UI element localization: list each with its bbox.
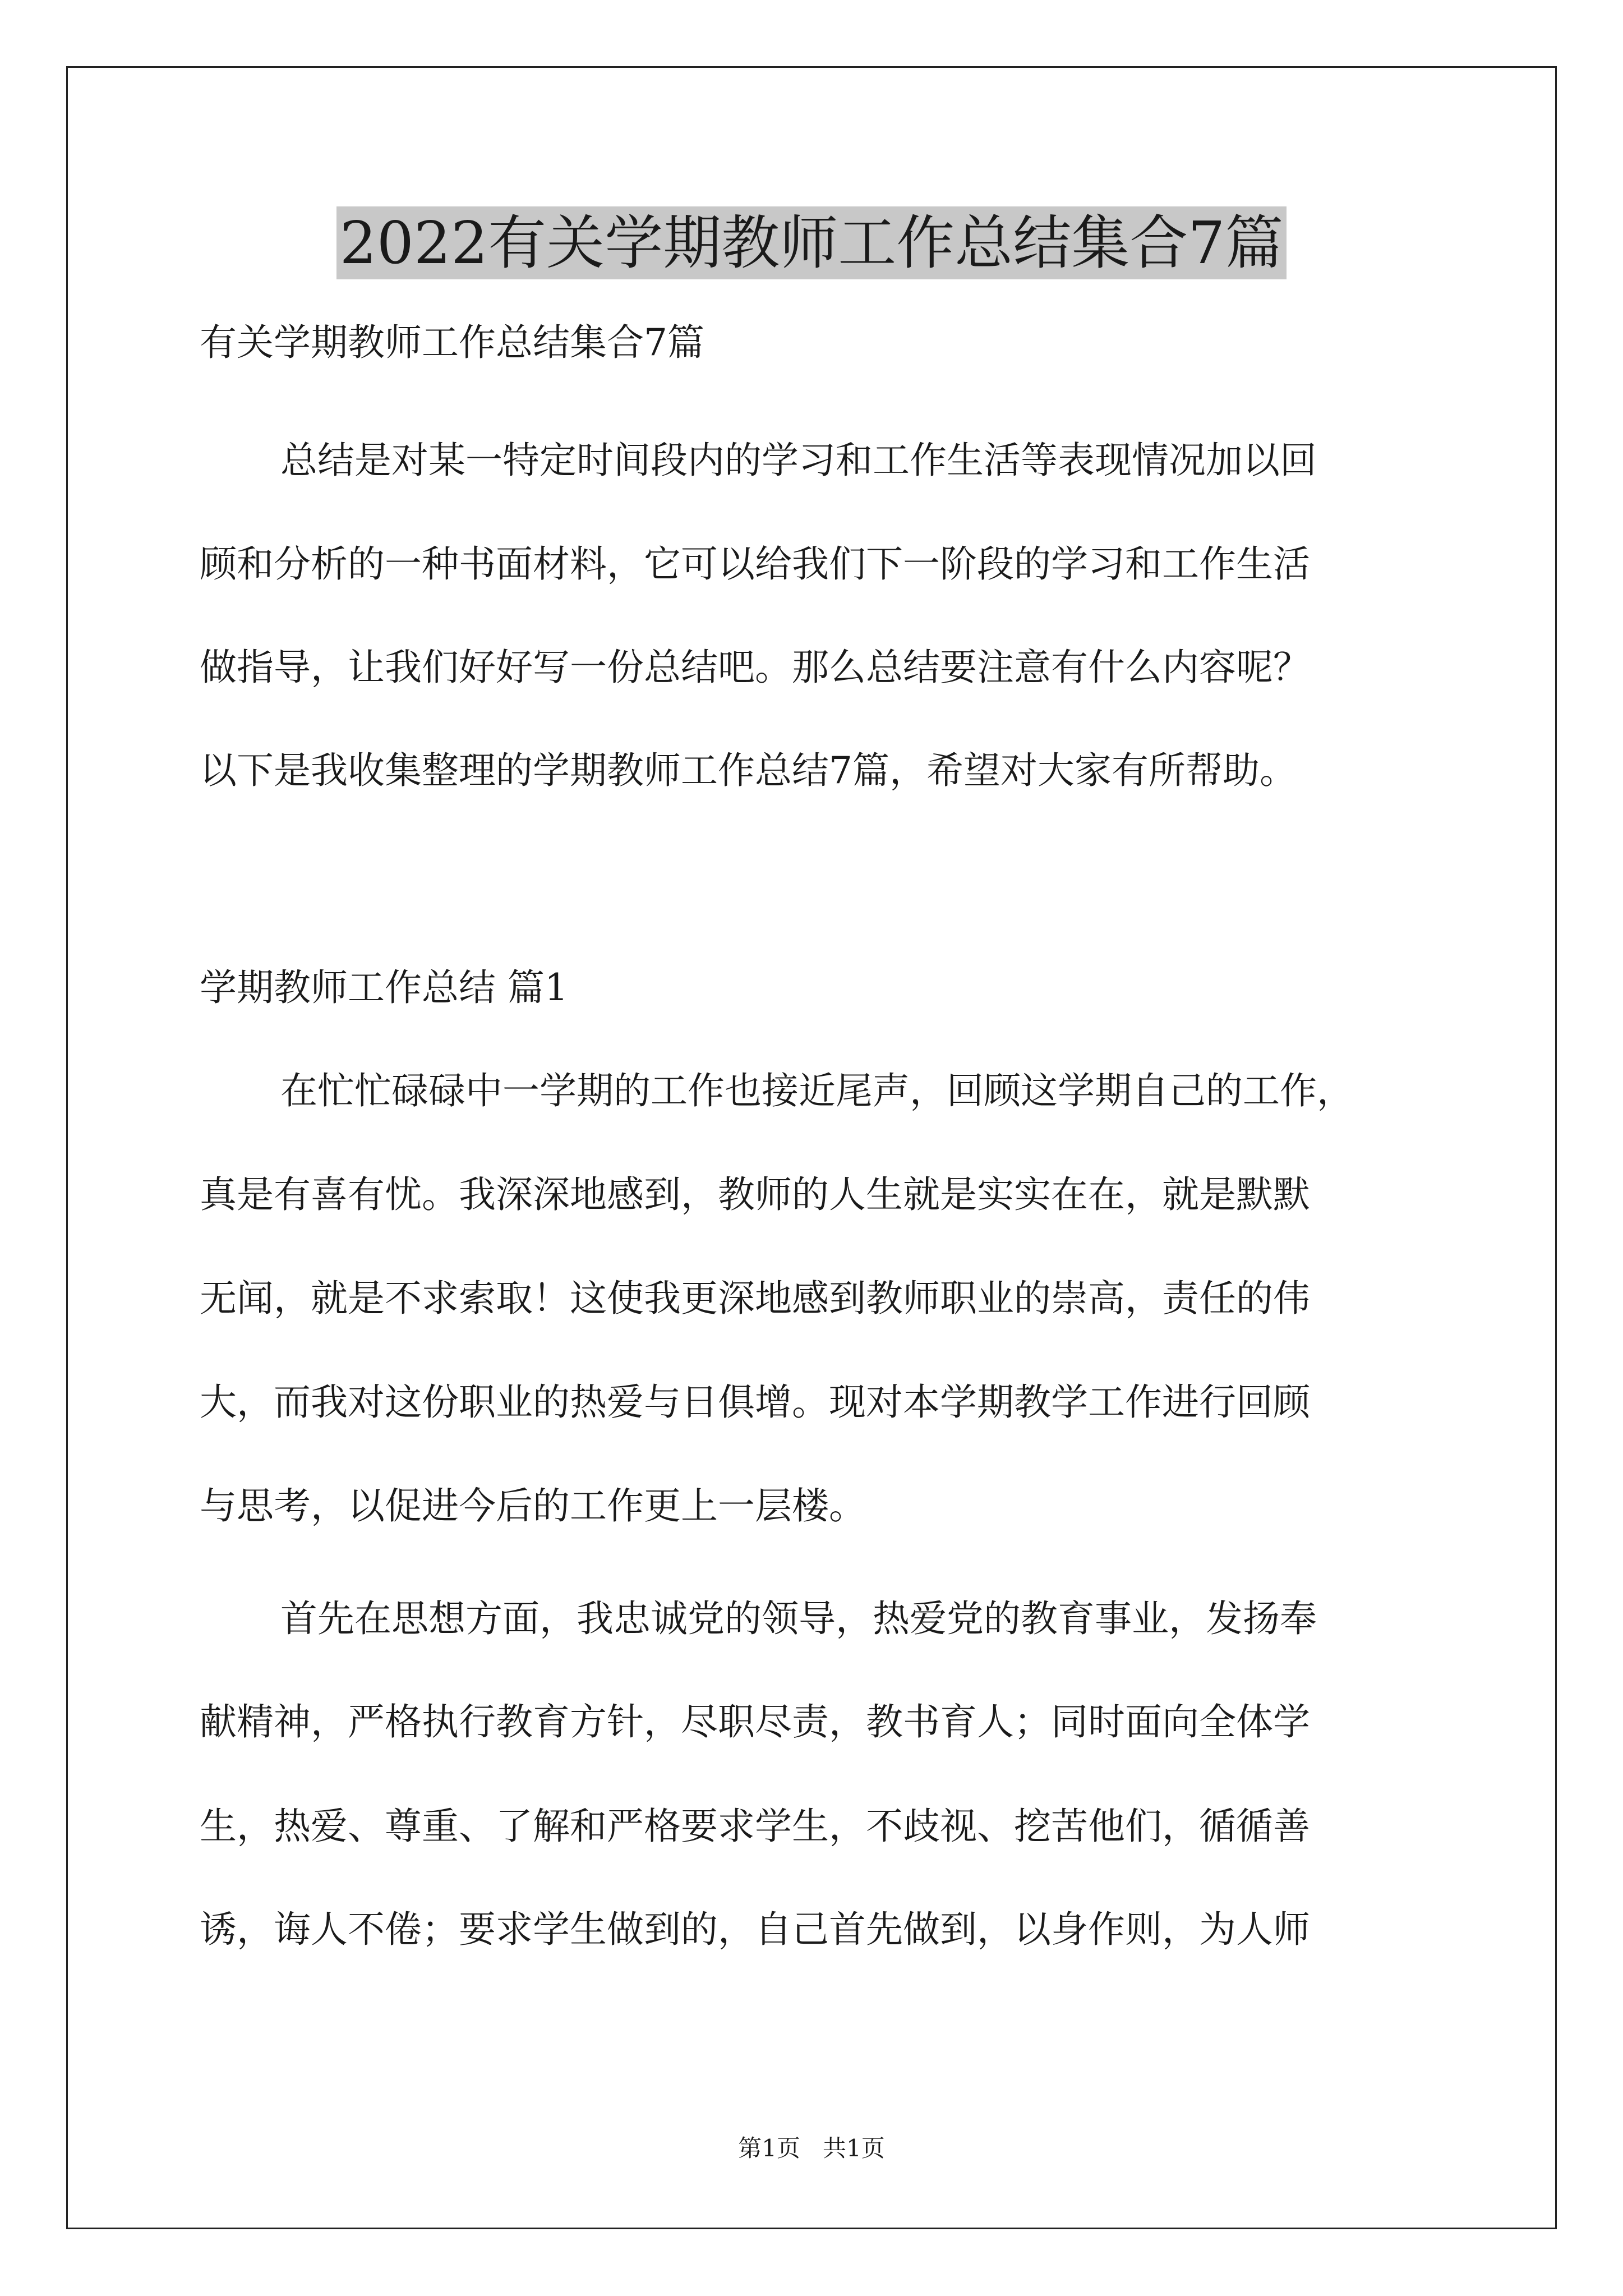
document-title-text: 2022有关学期教师工作总结集合7篇: [336, 206, 1287, 279]
paragraph2-line-1: 首先在思想方面，我忠诚党的领导，热爱党的教育事业，发扬奉: [280, 1597, 1317, 1640]
paragraph1-line-3: 无闻，就是不求索取！这使我更深地感到教师职业的崇高，责任的伟: [200, 1277, 1310, 1320]
paragraph1-line-2: 真是有喜有忧。我深深地感到，教师的人生就是实实在在，就是默默: [200, 1173, 1310, 1216]
paragraph2-line-3: 生，热爱、尊重、了解和严格要求学生，不歧视、挖苦他们，循循善: [200, 1805, 1310, 1848]
intro-line-4: 以下是我收集整理的学期教师工作总结7篇，希望对大家有所帮助。: [200, 749, 1297, 792]
intro-line-2: 顾和分析的一种书面材料，它可以给我们下一阶段的学习和工作生活: [200, 542, 1310, 586]
paragraph1-line-5: 与思考，以促进今后的工作更上一层楼。: [200, 1484, 866, 1527]
page-total: 共1页: [823, 2134, 885, 2162]
page-footer: [0, 2132, 1623, 2165]
paragraph1-line-1: 在忙忙碌碌中一学期的工作也接近尾声，回顾这学期自己的工作，: [280, 1069, 1354, 1112]
intro-line-3: 做指导，让我们好好写一份总结吧。那么总结要注意有什么内容呢？: [200, 646, 1310, 689]
section-heading: 学期教师工作总结 篇1: [200, 966, 568, 1009]
page-number: 第1页: [738, 2134, 800, 2162]
paragraph1-line-4: 大，而我对这份职业的热爱与日俱增。现对本学期教学工作进行回顾: [200, 1381, 1310, 1424]
paragraph2-line-2: 献精神，严格执行教育方针，尽职尽责，教书育人；同时面向全体学: [200, 1700, 1310, 1743]
paragraph2-line-4: 诱，诲人不倦；要求学生做到的，自己首先做到，以身作则，为人师: [200, 1908, 1310, 1951]
intro-line-1: 总结是对某一特定时间段内的学习和工作生活等表现情况加以回: [280, 439, 1317, 482]
document-subtitle: 有关学期教师工作总结集合7篇: [200, 321, 704, 364]
document-title: [0, 204, 1623, 282]
